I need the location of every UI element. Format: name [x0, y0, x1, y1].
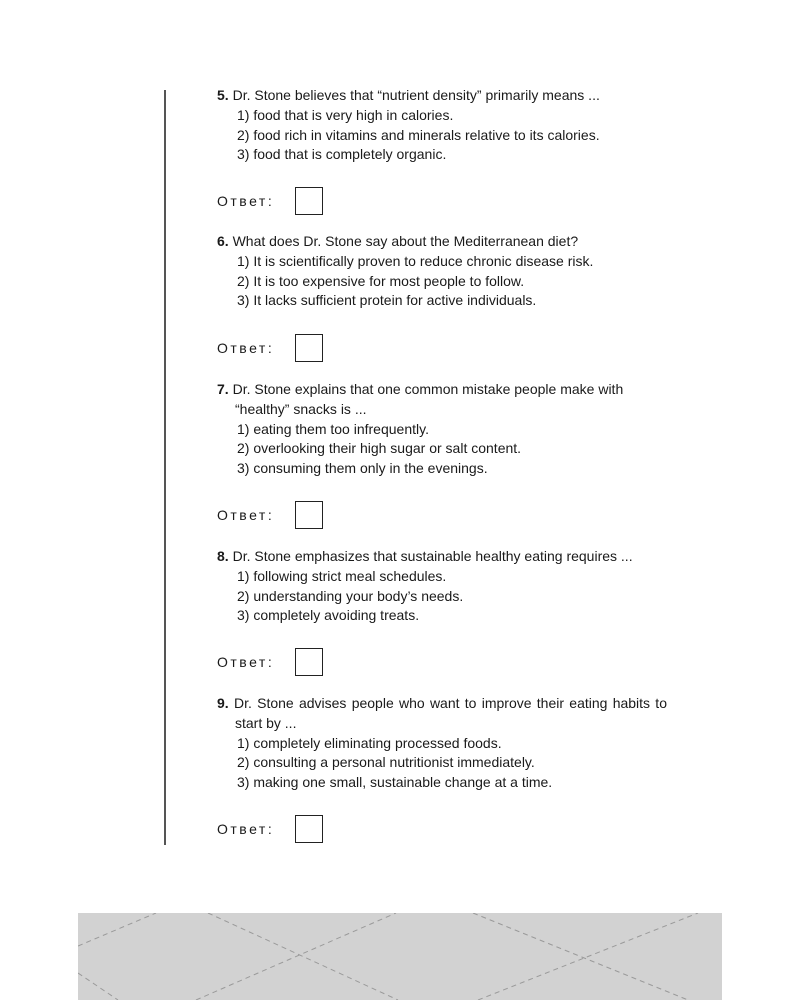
- answer-option-3: 3) making one small, sustainable change at a time.: [237, 774, 553, 791]
- answer-option-1: 1) It is scientifically proven to reduce chronic disease risk.: [237, 252, 594, 269]
- question-number: 8.: [217, 548, 229, 564]
- question-stem: [217, 86, 667, 106]
- question-text: Dr. Stone advises people who want to improve their eating habits to start by ...: [233, 695, 667, 731]
- question-6: [217, 232, 667, 311]
- answer-box-6[interactable]: [295, 334, 323, 362]
- question-8: [217, 547, 667, 626]
- answer-option-3: 3) completely avoiding treats.: [237, 607, 420, 624]
- answer-box-8[interactable]: [295, 648, 323, 676]
- answer-option-2: 2) overlooking their high sugar or salt content.: [237, 440, 522, 457]
- margin-rule: [164, 90, 166, 845]
- question-number: 5.: [217, 87, 229, 103]
- diamond-pattern: [78, 913, 722, 1000]
- footer-decoration: [78, 913, 722, 1000]
- answer-option-2: 2) understanding your body’s needs.: [237, 587, 464, 604]
- question-stem: [217, 380, 667, 420]
- answer-label: Ответ:: [217, 193, 275, 209]
- answer-label: Ответ:: [217, 654, 275, 670]
- answer-label: Ответ:: [217, 507, 275, 523]
- question-text: Dr. Stone explains that one common mistake people make with “healthy” snacks is ...: [232, 381, 624, 417]
- answer-label: Ответ:: [217, 821, 275, 837]
- answer-option-1: 1) food that is very high in calories.: [237, 106, 454, 123]
- answer-label: Ответ:: [217, 340, 275, 356]
- question-7: [217, 380, 667, 479]
- answer-option-1: 1) following strict meal schedules.: [237, 567, 447, 584]
- answer-row-9: [217, 813, 323, 845]
- question-text: Dr. Stone believes that “nutrient density” primarily means ...: [232, 87, 600, 103]
- answer-row-5: [217, 185, 323, 217]
- question-5: [217, 86, 667, 165]
- answer-row-6: [217, 332, 323, 364]
- answer-row-7: [217, 499, 323, 531]
- question-stem: [217, 694, 667, 734]
- answer-option-3: 3) It lacks sufficient protein for active individuals.: [237, 292, 537, 309]
- answer-option-2: 2) consulting a personal nutritionist immediately.: [237, 754, 535, 771]
- answer-option-2: 2) food rich in vitamins and minerals relative to its calories.: [237, 126, 600, 143]
- question-number: 6.: [217, 233, 229, 249]
- question-text: Dr. Stone emphasizes that sustainable healthy eating requires ...: [232, 548, 633, 564]
- answer-box-5[interactable]: [295, 187, 323, 215]
- answer-box-7[interactable]: [295, 501, 323, 529]
- answer-option-3: 3) consuming them only in the evenings.: [237, 460, 488, 477]
- answer-row-8: [217, 646, 323, 678]
- question-number: 7.: [217, 381, 229, 397]
- question-9: [217, 694, 667, 793]
- question-stem: [217, 232, 667, 252]
- question-text: What does Dr. Stone say about the Mediterranean diet?: [232, 233, 579, 249]
- answer-option-1: 1) completely eliminating processed foods.: [237, 734, 502, 751]
- answer-box-9[interactable]: [295, 815, 323, 843]
- answer-option-2: 2) It is too expensive for most people to follow.: [237, 272, 525, 289]
- question-number: 9.: [217, 695, 229, 711]
- answer-option-1: 1) eating them too infrequently.: [237, 420, 429, 437]
- question-stem: [217, 547, 667, 567]
- answer-option-3: 3) food that is completely organic.: [237, 146, 447, 163]
